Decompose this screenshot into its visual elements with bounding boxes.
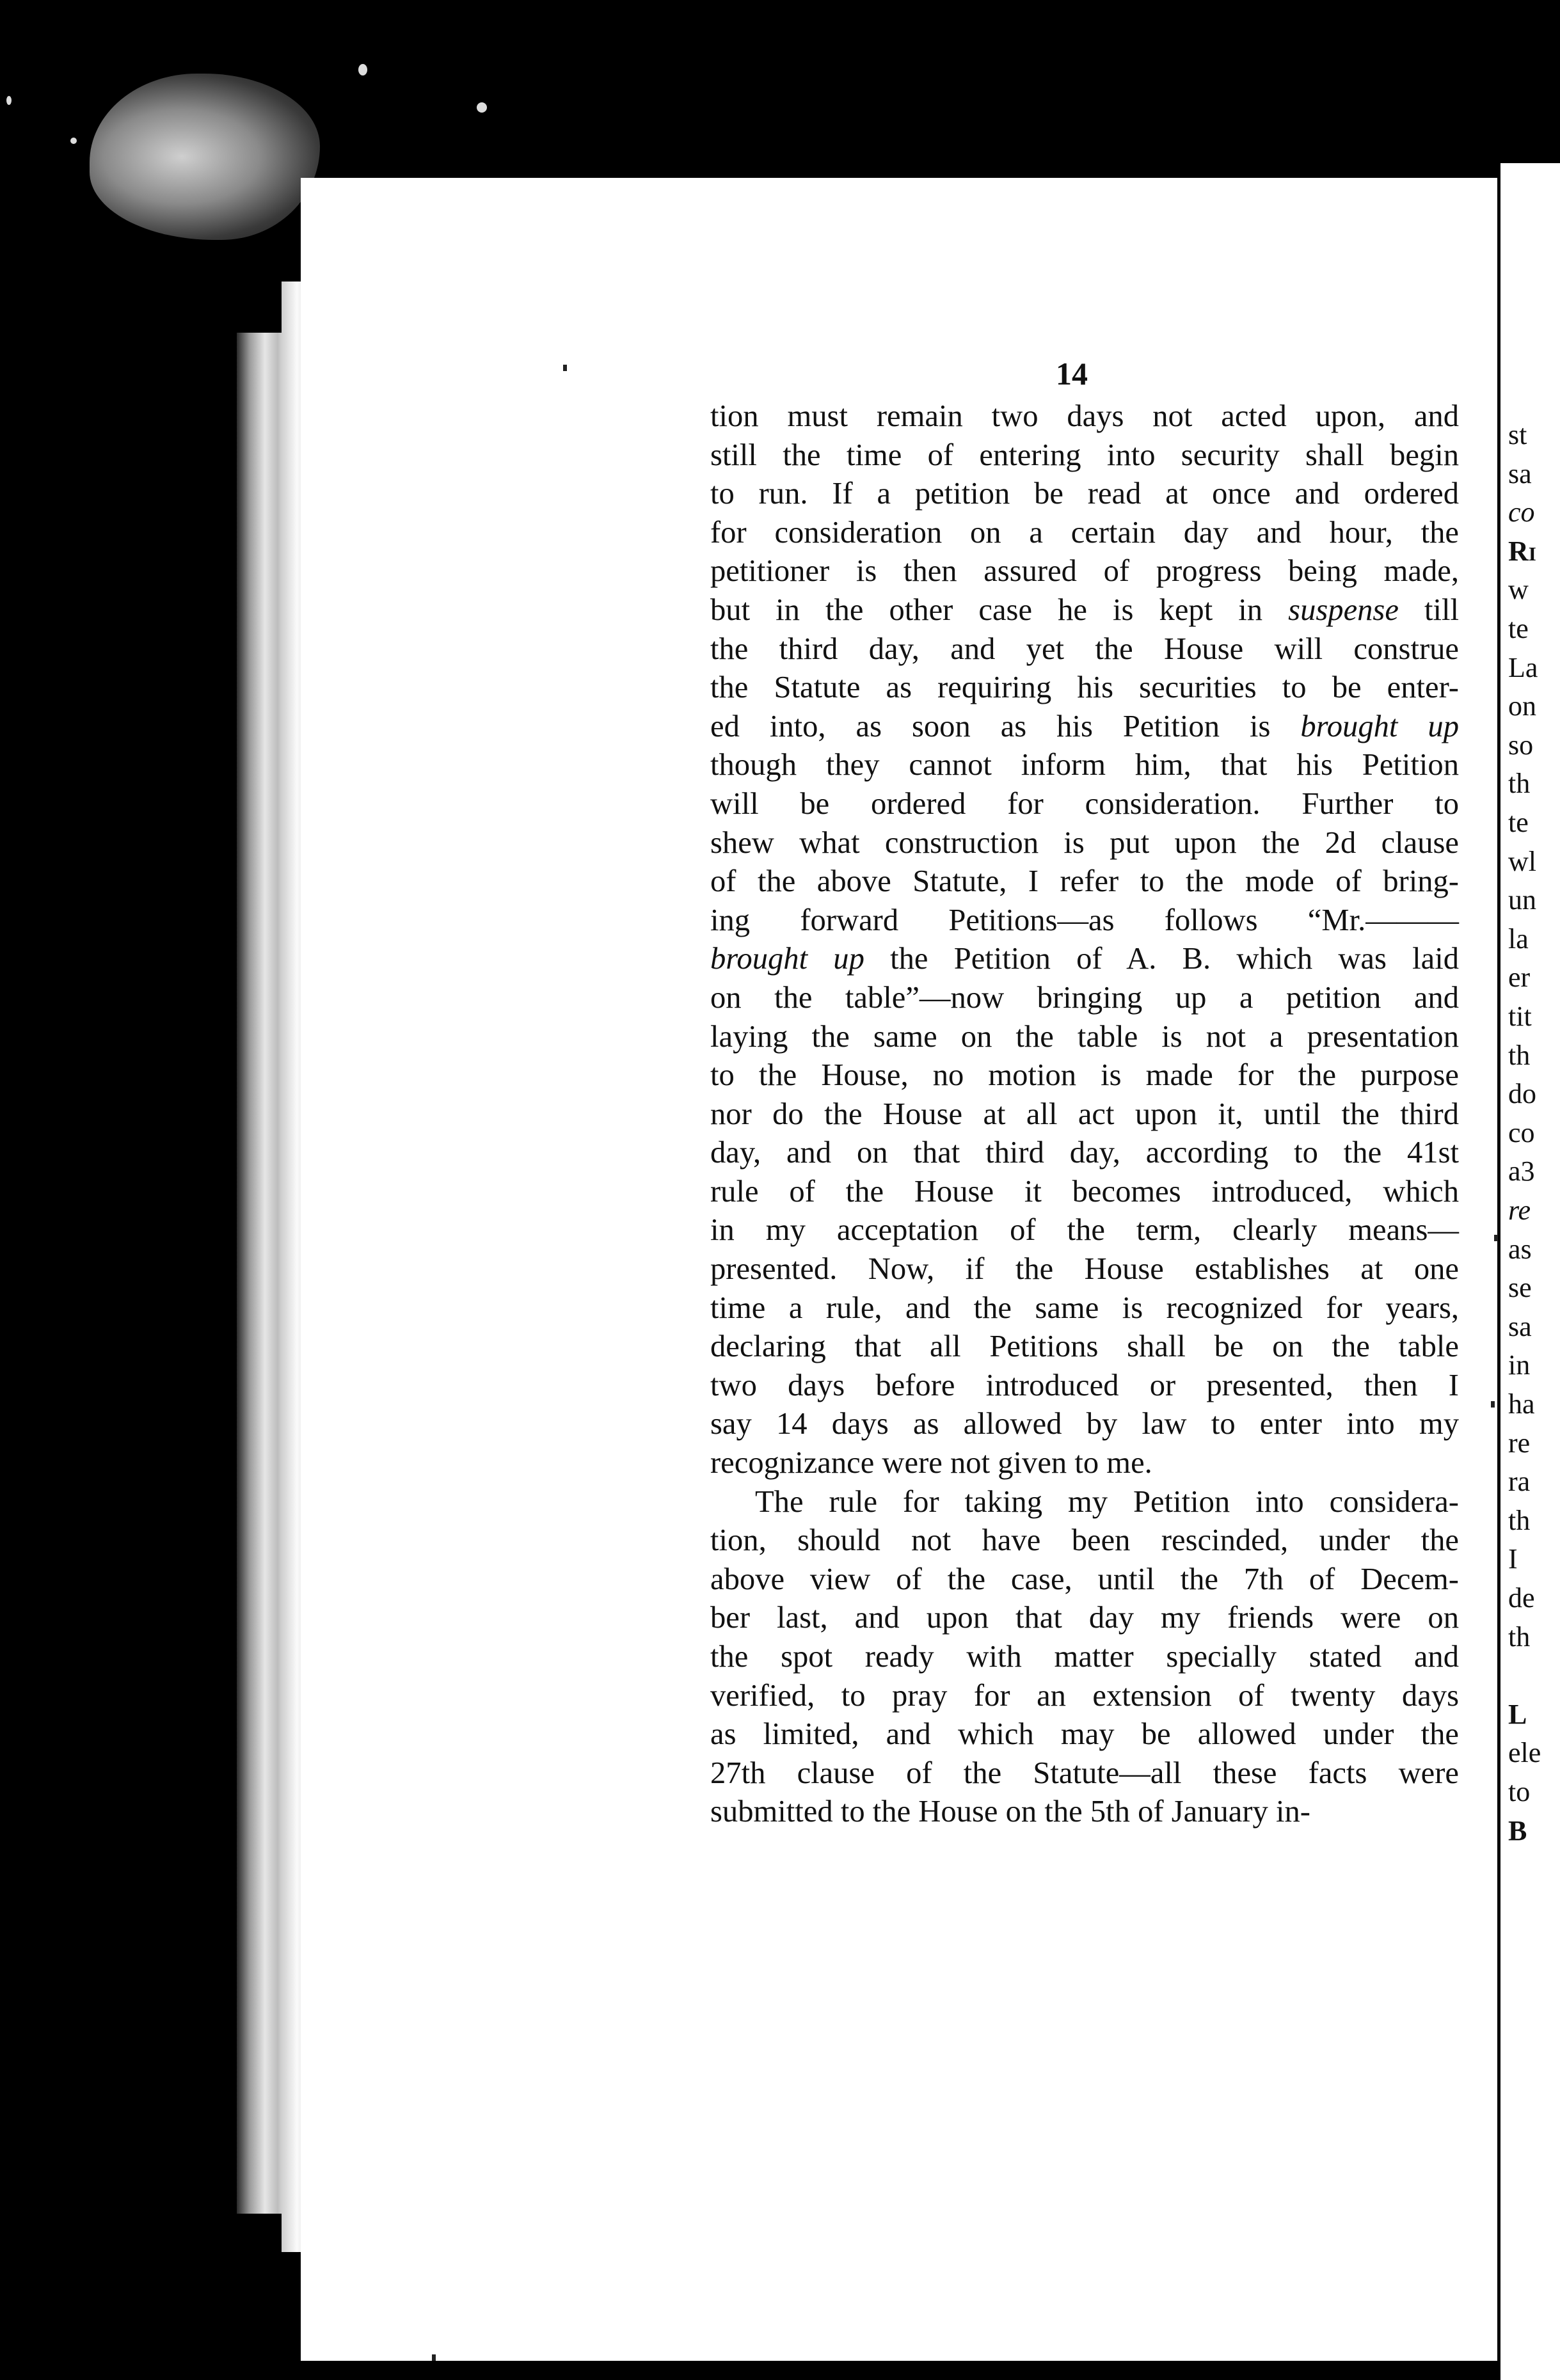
text-line <box>710 1792 1459 1831</box>
text-line <box>710 1289 1459 1328</box>
text-segment: ber last, and upon that day my friends were on <box>710 1600 1459 1635</box>
adjacent-page-text: tit <box>1508 1001 1532 1032</box>
adjacent-page-text: Ri <box>1508 535 1536 567</box>
adjacent-page-text: ha <box>1508 1388 1535 1420</box>
text-line <box>710 1482 1459 1521</box>
text-line <box>710 1366 1459 1405</box>
italic-text: brought up <box>710 941 864 976</box>
adjacent-page-text: to <box>1508 1776 1531 1807</box>
text-segment: tion must remain two days not acted upon, and <box>710 399 1459 433</box>
text-line <box>710 551 1459 591</box>
text-segment: submitted to the House on the 5th of January in- <box>710 1794 1310 1829</box>
text-segment: The rule for taking my Petition into considera- <box>755 1484 1459 1519</box>
text-line <box>710 1327 1459 1366</box>
text-segment: two days before introduced or presented, then I <box>710 1367 1459 1402</box>
text-segment: rule of the House it becomes introduced, which <box>710 1173 1459 1209</box>
text-line <box>710 513 1459 552</box>
text-segment: in my acceptation of the term, clearly means— <box>710 1212 1459 1248</box>
text-line <box>710 630 1459 669</box>
adjacent-page-text: ele <box>1508 1737 1541 1769</box>
text-segment: verified, to pray for an extension of twenty days <box>710 1678 1459 1713</box>
text-segment: still the time of entering into security shall begin <box>710 437 1459 472</box>
text-line <box>710 1715 1459 1754</box>
adjacent-page-text: ra <box>1508 1466 1531 1498</box>
text-line <box>710 784 1459 823</box>
adjacent-page-text: re <box>1508 1194 1531 1226</box>
adjacent-page-text: co <box>1508 1116 1535 1148</box>
text-segment: as limited, and which may be allowed under the <box>710 1717 1459 1752</box>
text-line <box>710 397 1459 436</box>
text-line <box>710 1637 1459 1676</box>
text-segment: the spot ready with matter specially stated and <box>710 1639 1459 1674</box>
text-segment: 27th clause of the Statute—all these facts were <box>710 1755 1459 1790</box>
adjacent-page-text: th <box>1508 1504 1531 1536</box>
adjacent-page-text: st <box>1508 419 1527 450</box>
adjacent-page-text: B <box>1508 1814 1527 1846</box>
adjacent-page-text: I <box>1508 1543 1518 1575</box>
text-line <box>710 1404 1459 1443</box>
adjacent-page-text: se <box>1508 1272 1532 1304</box>
text-line <box>710 1521 1459 1560</box>
adjacent-page-text: er <box>1508 962 1531 994</box>
text-line <box>710 1017 1459 1056</box>
adjacent-page-text: w <box>1508 574 1529 606</box>
adjacent-page-text: re <box>1508 1427 1531 1459</box>
text-segment: laying the same on the table is not a presentation <box>710 1019 1459 1054</box>
text-line <box>710 668 1459 707</box>
margin-mark <box>1491 1401 1495 1408</box>
text-segment: till <box>1398 592 1460 627</box>
text-segment: recognizance were not given to me. <box>710 1445 1152 1480</box>
text-line <box>710 1133 1459 1172</box>
margin-mark <box>563 365 567 371</box>
adjacent-page-text: do <box>1508 1078 1536 1110</box>
text-line <box>710 591 1459 630</box>
text-line <box>710 474 1459 513</box>
text-line <box>710 823 1459 862</box>
text-segment: of the above Statute, I refer to the mode of bring- <box>710 864 1459 899</box>
text-segment: nor do the House at all act upon it, until the third <box>710 1096 1459 1131</box>
adjacent-page-text: La <box>1508 651 1538 683</box>
margin-mark <box>1494 1235 1498 1241</box>
adjacent-page-fragment <box>1500 163 1560 2380</box>
adjacent-page-text: as <box>1508 1233 1532 1265</box>
adjacent-page-text: la <box>1508 923 1529 955</box>
adjacent-page-text: de <box>1508 1582 1535 1614</box>
italic-text: suspense <box>1288 592 1399 627</box>
body-text <box>710 397 1459 1831</box>
page-edge-shadow <box>237 333 288 2214</box>
dust-speck <box>477 102 487 113</box>
text-segment: declaring that all Petitions shall be on the table <box>710 1329 1459 1364</box>
text-segment: the third day, and yet the House will construe <box>710 631 1459 666</box>
text-line <box>710 1754 1459 1793</box>
text-segment: but in the other case he is kept in <box>710 592 1289 627</box>
text-segment: the Statute as requiring his securities to be enter- <box>710 670 1459 705</box>
adjacent-page-text: on <box>1508 690 1536 722</box>
adjacent-page-text: a3 <box>1508 1155 1535 1187</box>
adjacent-page-text: co <box>1508 496 1535 528</box>
adjacent-page-text: sa <box>1508 1310 1532 1342</box>
dust-speck <box>70 138 77 144</box>
text-segment: presented. Now, if the House establishes at one <box>710 1251 1459 1287</box>
adjacent-page-text: th <box>1508 1621 1531 1653</box>
adjacent-page-text: wl <box>1508 845 1536 877</box>
adjacent-page-text: sa <box>1508 457 1532 489</box>
text-segment: for consideration on a certain day and hour, the <box>710 514 1459 550</box>
text-segment: will be ordered for consideration. Further to <box>710 786 1459 821</box>
text-segment: tion, should not have been rescinded, under the <box>710 1523 1459 1558</box>
text-line <box>710 1676 1459 1715</box>
text-line <box>710 1095 1459 1134</box>
dust-speck <box>358 64 367 75</box>
text-line <box>710 901 1459 940</box>
page-number: 14 <box>1056 356 1088 392</box>
adjacent-page-text: in <box>1508 1349 1531 1381</box>
text-line <box>710 1210 1459 1250</box>
text-segment: ed into, as soon as his Petition is <box>710 708 1301 743</box>
text-line <box>710 436 1459 475</box>
text-line <box>710 1443 1459 1482</box>
text-segment: above view of the case, until the 7th of Decem- <box>710 1561 1459 1596</box>
text-segment: on the table”—now bringing up a petition and <box>710 980 1459 1015</box>
text-segment: day, and on that third day, according to the 41st <box>710 1135 1459 1170</box>
adjacent-page-text: te <box>1508 807 1529 838</box>
adjacent-page-text: un <box>1508 884 1536 916</box>
adjacent-page-text: te <box>1508 613 1529 644</box>
adjacent-page-text: L <box>1508 1698 1527 1730</box>
text-line <box>710 745 1459 784</box>
text-segment: though they cannot inform him, that his Petition <box>710 747 1459 782</box>
text-segment: to the House, no motion is made for the purpose <box>710 1058 1459 1093</box>
italic-text: brought up <box>1300 708 1459 743</box>
dust-speck <box>6 96 12 105</box>
text-segment: ing forward Petitions—as follows “Mr.——— <box>710 902 1459 937</box>
text-segment: say 14 days as allowed by law to enter into my <box>710 1406 1459 1441</box>
text-line <box>710 1172 1459 1211</box>
text-line <box>710 862 1459 901</box>
margin-mark <box>432 2354 436 2361</box>
text-line <box>710 1056 1459 1095</box>
text-line <box>710 978 1459 1017</box>
adjacent-page-text: th <box>1508 1039 1531 1071</box>
adjacent-page-text: th <box>1508 768 1531 800</box>
adjacent-page-text: so <box>1508 729 1534 761</box>
text-line <box>710 1560 1459 1599</box>
text-segment: to run. If a petition be read at once and ordered <box>710 476 1459 511</box>
text-line <box>710 1250 1459 1289</box>
text-line <box>710 939 1459 978</box>
text-segment: time a rule, and the same is recognized for years, <box>710 1290 1459 1325</box>
page-stain <box>90 74 320 240</box>
text-segment: petitioner is then assured of progress being made, <box>710 553 1459 589</box>
text-segment: the Petition of A. B. which was laid <box>864 941 1459 976</box>
text-segment: shew what construction is put upon the 2d clause <box>710 825 1459 860</box>
text-line <box>710 707 1459 746</box>
text-line <box>710 1598 1459 1637</box>
